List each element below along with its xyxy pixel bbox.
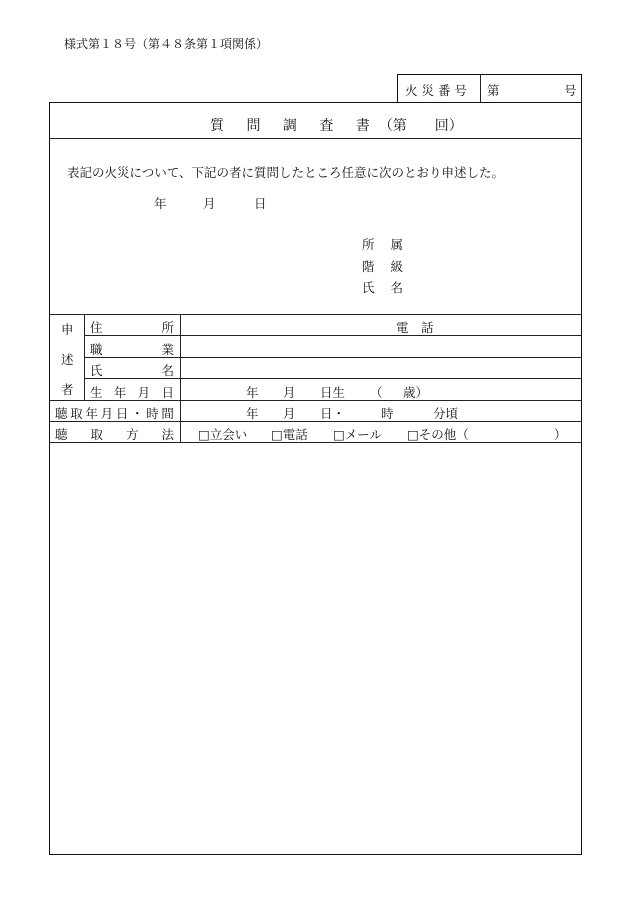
occupation-label: 職 業 [90,342,174,357]
name-label: 氏 名 [90,363,174,378]
date-month: 月 [203,196,216,211]
statement-text: 表記の火災について、下記の者に質問したところ任意に次のとおり申述した。 [67,165,505,180]
declarant-label-2: 述 [61,352,74,367]
form-id: 様式第１８号（第４８条第１項関係） [64,37,269,51]
investigator-rank-label: 階 級 [362,259,409,274]
form-title-suffix: （第 回） [378,118,463,134]
dob-label: 生 年 月 日 [90,385,174,400]
method-option-phone[interactable]: □電話 [271,427,308,442]
declarant-label-1: 申 [61,322,74,337]
interview-day: 日・ [320,406,346,421]
interview-hour: 時 [381,406,394,421]
date-year: 年 [154,196,167,211]
date-day: 日 [254,196,267,211]
address-field[interactable] [184,317,384,334]
fire-number-suffix: 号 [564,83,577,98]
dob-age-open: （ [370,385,383,400]
interview-minute: 分頃 [433,406,459,421]
method-option-other[interactable]: □その他（ [407,427,469,442]
method-option-email[interactable]: □メール [333,427,383,442]
investigator-rank-field[interactable] [405,254,570,272]
investigator-name-label: 氏 名 [362,280,409,295]
declarant-label-3: 者 [61,382,74,397]
phone-field[interactable] [440,317,575,334]
address-label: 住 所 [90,320,174,335]
dob-year: 年 [246,385,259,400]
interview-datetime-label: 聴 取 年 月 日 ・ 時 間 [55,406,174,421]
form-title [210,115,463,135]
method-other-field[interactable] [473,424,553,441]
occupation-field[interactable] [184,338,576,355]
form-title-main: 質 問 調 査 書 [210,118,379,134]
investigator-name-field[interactable] [405,275,570,293]
fire-number-label: 火 災 番 号 [405,83,467,98]
fire-number-prefix: 第 [487,83,500,98]
method-other-close: ） [554,427,567,442]
interview-year: 年 [246,406,259,421]
method-option-in-person[interactable]: □立会い [198,427,248,442]
interview-month: 月 [283,406,296,421]
investigator-affiliation-field[interactable] [405,232,570,250]
dob-month: 月 [283,385,296,400]
fire-number-field[interactable] [502,78,560,98]
dob-age: 歳） [403,385,429,400]
name-field[interactable] [184,360,576,377]
interview-datetime-field[interactable] [184,403,576,420]
investigator-affiliation-label: 所 属 [362,237,409,252]
phone-label: 電 話 [396,320,434,335]
statement-body-area[interactable] [52,445,579,850]
interview-method-label: 聴 取 方 法 [55,427,174,442]
dob-day: 日生 [320,385,346,400]
